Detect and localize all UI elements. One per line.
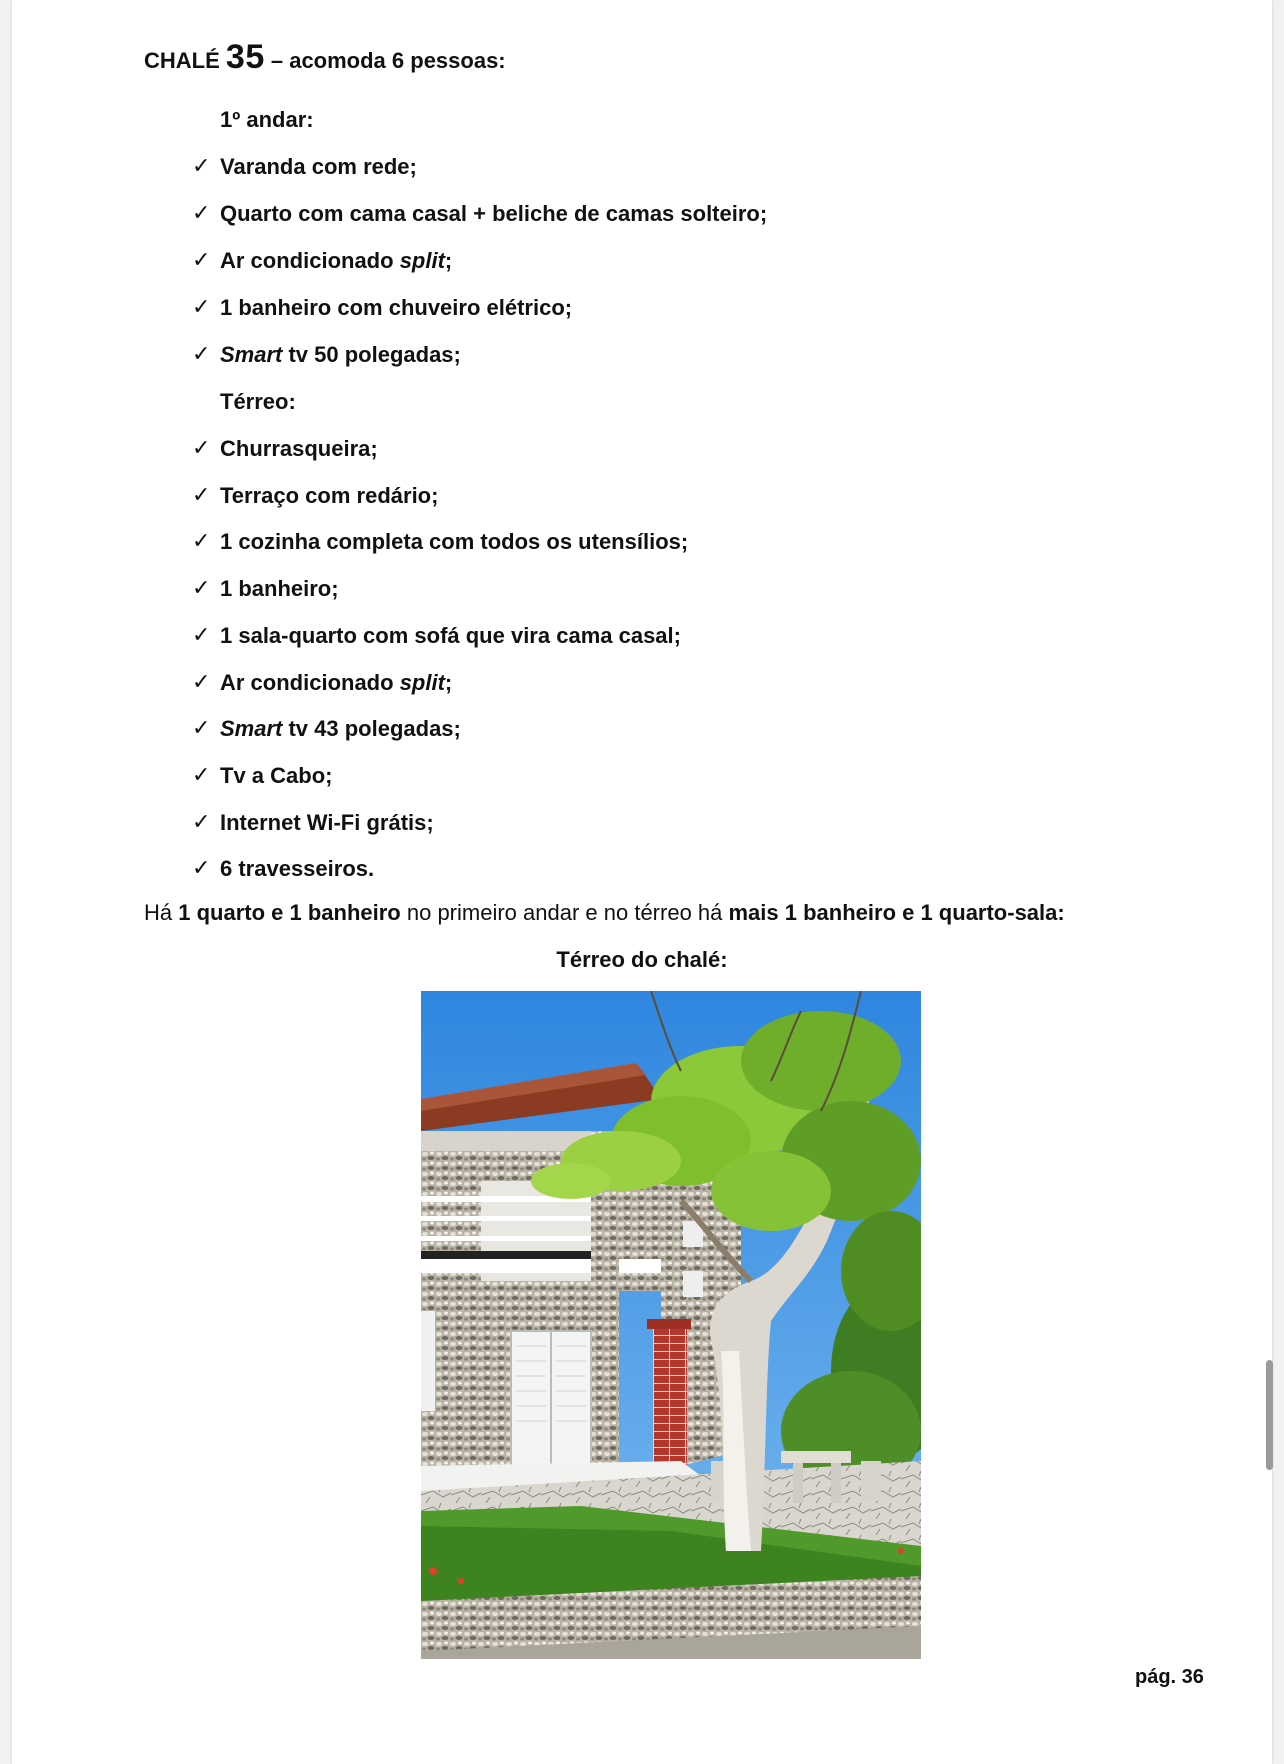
- ground-floor-item-text: 1 cozinha completa com todos os utensílios;: [220, 529, 689, 555]
- checkmark-icon: ✓: [192, 154, 211, 179]
- checkmark-icon: ✓: [192, 248, 211, 273]
- first-floor-item-text: Varanda com rede;: [220, 154, 417, 179]
- summary-bold-1: 1 quarto e 1 banheiro: [178, 900, 401, 925]
- checkmark-icon: ✓: [192, 295, 211, 320]
- chalet-ground-floor-photo: [421, 991, 921, 1659]
- ground-floor-item-text: 6 travesseiros.: [220, 856, 375, 882]
- checkmark-icon: ✓: [192, 436, 211, 461]
- chalet-number: 35: [225, 38, 265, 76]
- ground-floor-item-text: Internet Wi-Fi grátis;: [220, 809, 434, 835]
- checkmark-icon: ✓: [192, 762, 211, 788]
- photo-caption: Térreo do chalé:: [556, 947, 728, 972]
- checkmark-icon: ✓: [192, 716, 211, 742]
- first-floor-item-text: Smart tv 50 polegadas;: [220, 342, 461, 367]
- checkmark-icon: ✓: [192, 201, 211, 226]
- page-number: pág. 36: [1135, 1666, 1204, 1688]
- checkmark-icon: ✓: [192, 669, 211, 695]
- summary-text-1: Há: [144, 900, 179, 925]
- title-suffix: – acomoda 6 pessoas:: [270, 48, 506, 73]
- checkmark-icon: ✓: [192, 809, 211, 835]
- checkmark-icon: ✓: [192, 529, 211, 555]
- summary-paragraph: [144, 900, 1065, 926]
- first-floor-item-text: Ar condicionado split;: [220, 248, 453, 273]
- ground-floor-item-text: Smart tv 43 polegadas;: [220, 716, 461, 742]
- ground-floor-item-text: Tv a Cabo;: [220, 762, 333, 788]
- checkmark-icon: ✓: [192, 482, 211, 508]
- first-floor-item-text: 1 banheiro com chuveiro elétrico;: [220, 295, 573, 320]
- checkmark-icon: ✓: [192, 342, 211, 367]
- checkmark-icon: ✓: [192, 576, 211, 602]
- checkmark-icon: ✓: [192, 622, 211, 648]
- summary-text-2: no primeiro andar e no térreo há: [400, 900, 729, 925]
- title-prefix: CHALÉ: [144, 48, 220, 73]
- checkmark-icon: ✓: [192, 856, 211, 882]
- barbecue-grill: [653, 1326, 687, 1471]
- ground-floor-item-text: Ar condicionado split;: [220, 669, 453, 695]
- ground-floor-item-text: 1 banheiro;: [220, 576, 339, 602]
- ground-floor-item-text: Terraço com redário;: [220, 482, 439, 508]
- ground-floor-item-text: Churrasqueira;: [220, 436, 378, 461]
- page-title: [144, 38, 506, 77]
- document-page: [12, 0, 1272, 1764]
- scrollbar-thumb[interactable]: [1266, 1360, 1273, 1470]
- section-ground-floor: Térreo:: [220, 389, 296, 414]
- ground-floor-item-text: 1 sala-quarto com sofá que vira cama casal;: [220, 622, 681, 648]
- summary-bold-2: mais 1 banheiro e 1 quarto-sala:: [728, 900, 1065, 925]
- first-floor-item-text: Quarto com cama casal + beliche de camas solteiro;: [220, 201, 768, 226]
- section-first-floor: 1º andar:: [220, 107, 314, 132]
